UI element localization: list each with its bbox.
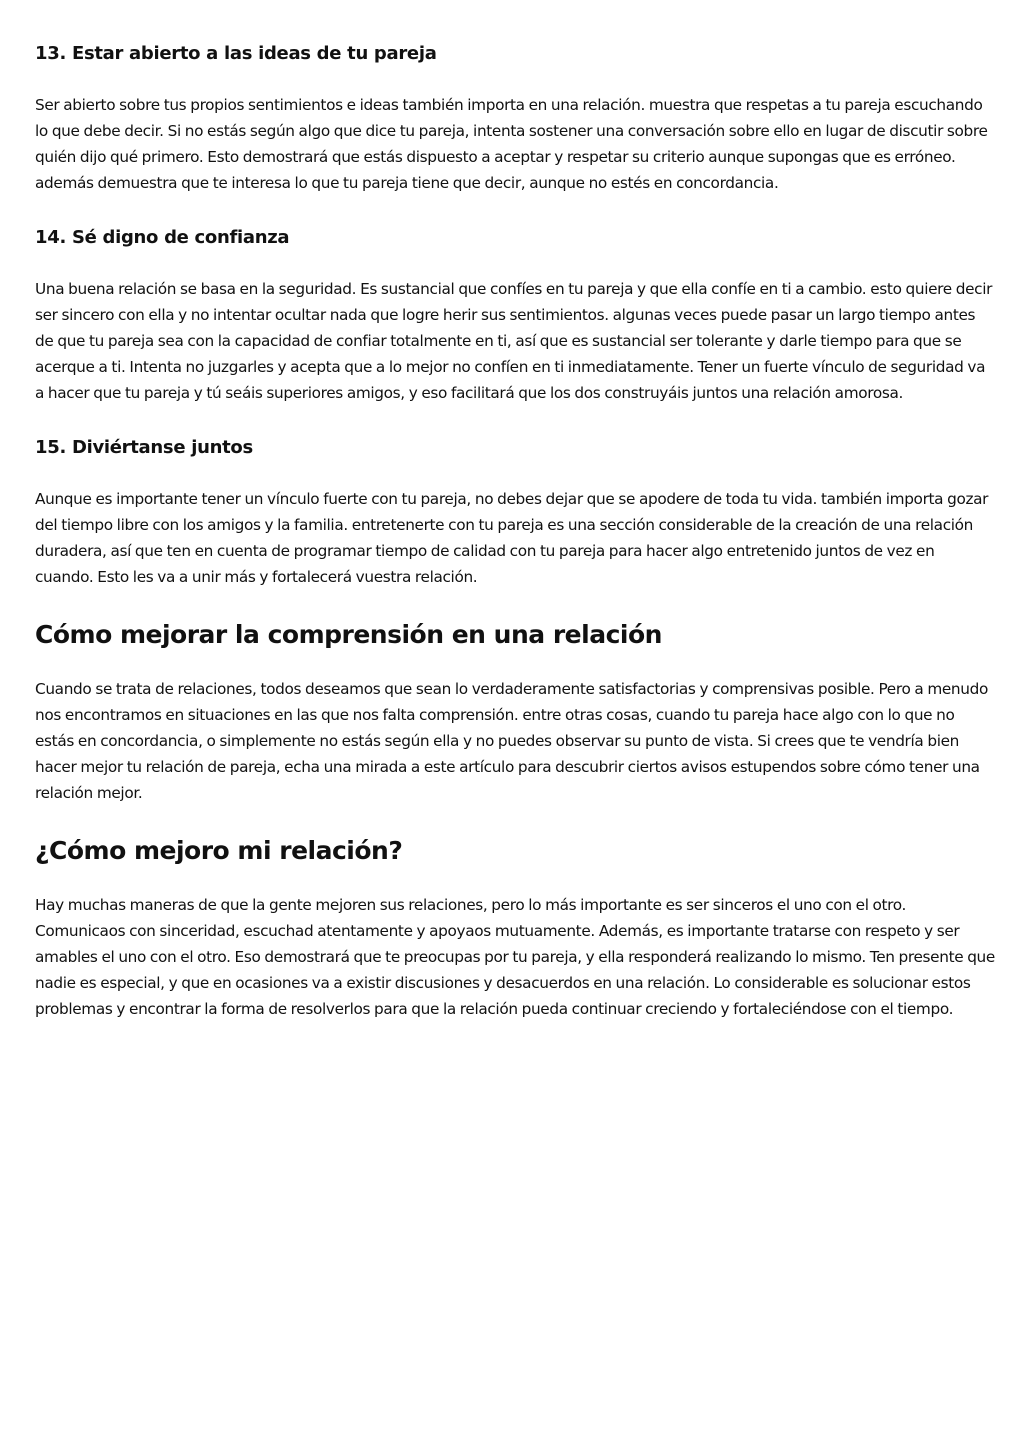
section-13-paragraph: Ser abierto sobre tus propios sentimientos e ideas también importa en una relación. muestra que respetas a tu pareja escuchando lo que debe decir. Si no estás según algo que dice tu pareja, intenta sostener una conversación sobre ello en lugar de discutir sobre quién dijo qué primero. Esto demostrará que estás dispuesto a aceptar y respetar su criterio aunque supongas que es erróneo. además demuestra que te interesa lo que tu pareja tiene que decir, aunque no estés en concordancia. (35, 96, 988, 192)
comprension-heading: Cómo mejorar la comprensión en una relación (35, 620, 662, 649)
mejoro-relacion-heading: ¿Cómo mejoro mi relación? (35, 836, 403, 865)
comprension-paragraph: Cuando se trata de relaciones, todos deseamos que sean lo verdaderamente satisfactorias y comprensivas posible. Pero a menudo nos encontramos en situaciones en las que nos falta comprensión. entre otras cosas, cuando tu pareja hace algo con lo que no estás en concordancia, o simplemente no estás según ella y no puedes observar su punto de vista. Si crees que te vendría bien hacer mejor tu relación de pareja, echa una mirada a este artículo para descubrir ciertos avisos estupendos sobre cómo tener una relación mejor. (35, 680, 988, 802)
section-13-heading: 13. Estar abierto a las ideas de tu pareja (35, 43, 437, 64)
section-15-heading: 15. Diviértanse juntos (35, 437, 253, 458)
section-14-paragraph: Una buena relación se basa en la seguridad. Es sustancial que confíes en tu pareja y que ella confíe en ti a cambio. esto quiere decir ser sincero con ella y no intentar ocultar nada que logre herir sus sentimientos. algunas veces puede pasar un largo tiempo antes de que tu pareja sea con la capacidad de confiar totalmente en ti, así que es sustancial ser tolerante y darle tiempo para que se acerque a ti. Intenta no juzgarles y acepta que a lo mejor no confíen en ti inmediatamente. Tener un fuerte vínculo de seguridad va a hacer que tu pareja y tú seáis superiores amigos, y eso facilitará que los dos construyáis juntos una relación amorosa. (35, 280, 993, 402)
section-14-heading: 14. Sé digno de confianza (35, 227, 290, 248)
document-page (35, 40, 995, 1050)
mejoro-relacion-paragraph: Hay muchas maneras de que la gente mejoren sus relaciones, pero lo más importante es ser sinceros el uno con el otro. Comunicaos con sinceridad, escuchad atentamente y apoyaos mutuamente. Además, es importante tratarse con respeto y ser amables el uno con el otro. Eso demostrará que te preocupas por tu pareja, y ella responderá realizando lo mismo. Ten presente que nadie es especial, y que en ocasiones va a existir discusiones y desacuerdos en una relación. Lo considerable es solucionar estos problemas y encontrar la forma de resolverlos para que la relación pueda continuar creciendo y fortaleciéndose con el tiempo. (35, 896, 995, 1018)
section-15-paragraph: Aunque es importante tener un vínculo fuerte con tu pareja, no debes dejar que se apodere de toda tu vida. también importa gozar del tiempo libre con los amigos y la familia. entretenerte con tu pareja es una sección considerable de la creación de una relación duradera, así que ten en cuenta de programar tiempo de calidad con tu pareja para hacer algo entretenido juntos de vez en cuando. Esto les va a unir más y fortalecerá vuestra relación. (35, 490, 989, 586)
